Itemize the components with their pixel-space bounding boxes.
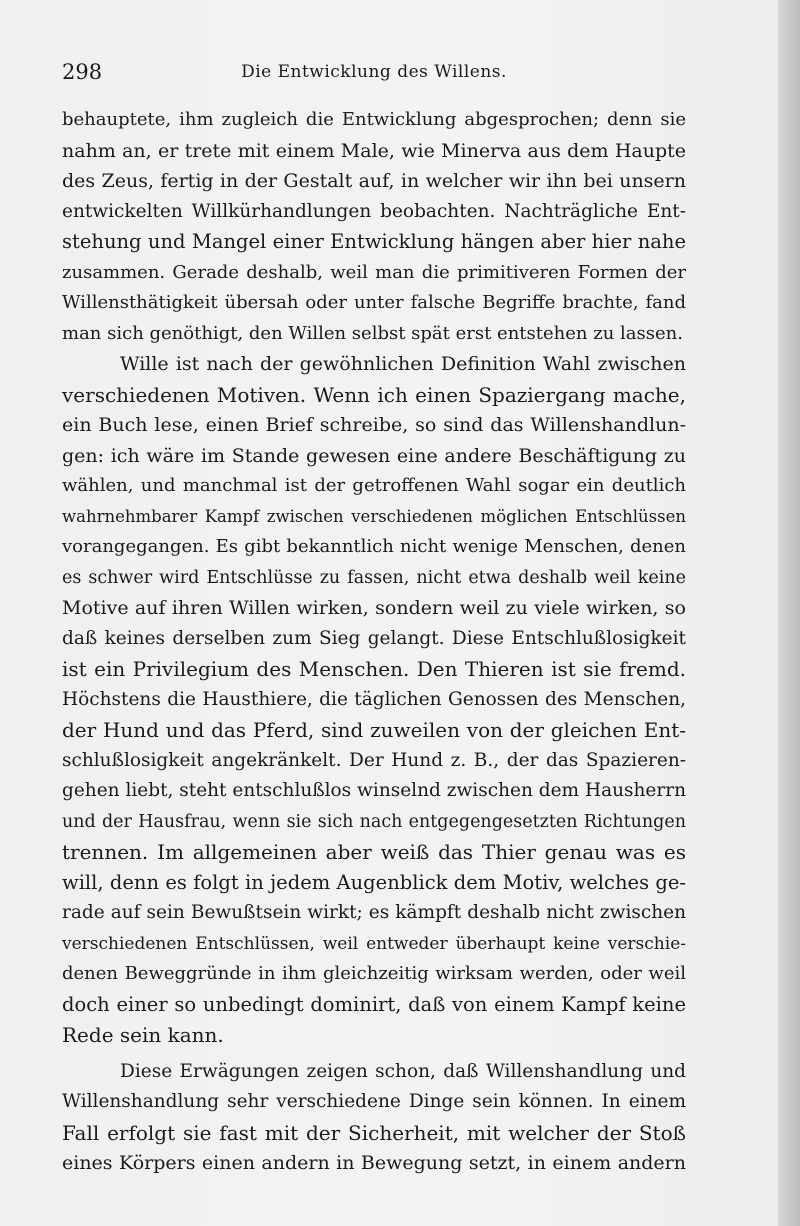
text-line: Willensthätigkeit übersah oder unter falsche Begriffe brachte, fand [62, 292, 686, 313]
text-line: es schwer wird Entschlüsse zu fassen, nicht etwa deshalb weil keine [62, 567, 686, 588]
text-line: vorangegangen. Es gibt bekanntlich nicht wenige Menschen, denen [62, 536, 686, 557]
text-line: Fall erfolgt sie fast mit der Sicherheit, mit welcher der Stoß [62, 1120, 686, 1145]
text-line: trennen. Im allgemeinen aber weiß das Thier genau was es [62, 840, 686, 864]
text-line: wählen, und manchmal ist der getroffenen Wahl sogar ein deutlich [62, 475, 686, 496]
text-line: gen: ich wäre im Stande gewesen eine andere Beschäftigung zu [62, 444, 686, 467]
text-line: wahrnehmbarer Kampf zwischen verschiedenen möglichen Entschlüssen [62, 506, 686, 526]
text-line: doch einer so unbedingt dominirt, daß von einem Kampf keine [62, 992, 686, 1016]
text-line: daß keines derselben zum Sieg gelangt. Diese Entschlußlosigkeit [62, 627, 686, 649]
text-line: Rede sein kann. [62, 1023, 224, 1047]
text-line: eines Körpers einen andern in Bewegung setzt, in einem andern [62, 1152, 686, 1174]
page-header [62, 60, 686, 90]
running-title: Die Entwicklung des Willens. [241, 62, 507, 82]
text-line: man sich genöthigt, den Willen selbst spät erst entstehen zu lassen. [62, 322, 683, 344]
page-number: 298 [62, 60, 103, 84]
text-line: Höchstens die Hausthiere, die täglichen Genossen des Menschen, [62, 688, 686, 710]
text-line: Diese Erwägungen zeigen schon, daß Willenshandlung und [120, 1060, 686, 1082]
text-line: ein Buch lese, einen Brief schreibe, so sind das Willenshandlun- [62, 414, 686, 436]
text-line: gehen liebt, steht entschlußlos winselnd zwischen dem Hausherrn [62, 780, 686, 801]
body-text [62, 105, 686, 1179]
text-line: verschiedenen Entschlüssen, weil entweder überhaupt keine verschie- [62, 933, 686, 954]
text-line: und der Hausfrau, wenn sie sich nach entgegengesetzten Richtungen [62, 811, 686, 832]
text-line: Motive auf ihren Willen wirken, sondern weil zu viele wirken, so [62, 597, 686, 619]
text-line: stehung und Mangel einer Entwicklung hängen aber hier nahe [62, 230, 686, 253]
text-line: denen Beweggründe in ihm gleichzeitig wirksam werden, oder weil [62, 963, 686, 984]
text-line: entwickelten Willkürhandlungen beobachten. Nachträgliche Ent- [62, 200, 686, 222]
text-line: nahm an, er trete mit einem Male, wie Minerva aus dem Haupte [62, 139, 686, 162]
text-line: schlußlosigkeit angekränkelt. Der Hund z. B., der das Spazieren- [62, 749, 686, 771]
text-line: des Zeus, fertig in der Gestalt auf, in welcher wir ihn bei unsern [62, 170, 686, 192]
text-line: will, denn es folgt in jedem Augenblick dem Motiv, welches ge- [62, 870, 686, 894]
text-line: behauptete, ihm zugleich die Entwicklung abgesprochen; denn sie [62, 109, 686, 130]
text-line: ist ein Privilegium des Menschen. Den Thieren ist sie fremd. [62, 657, 686, 681]
text-line: Wille ist nach der gewöhnlichen Definition Wahl zwischen [120, 353, 686, 375]
text-line: verschiedenen Motiven. Wenn ich einen Spaziergang mache, [62, 382, 686, 407]
text-line: Willenshandlung sehr verschiedene Dinge sein können. In einem [62, 1091, 686, 1112]
text-line: rade auf sein Bewußtsein wirkt; es kämpft deshalb nicht zwischen [62, 902, 686, 923]
text-line: zusammen. Gerade deshalb, weil man die primitiveren Formen der [62, 261, 686, 283]
text-line: der Hund und das Pferd, sind zuweilen von der gleichen Ent- [62, 718, 686, 742]
page-edge-shadow [778, 0, 800, 1226]
